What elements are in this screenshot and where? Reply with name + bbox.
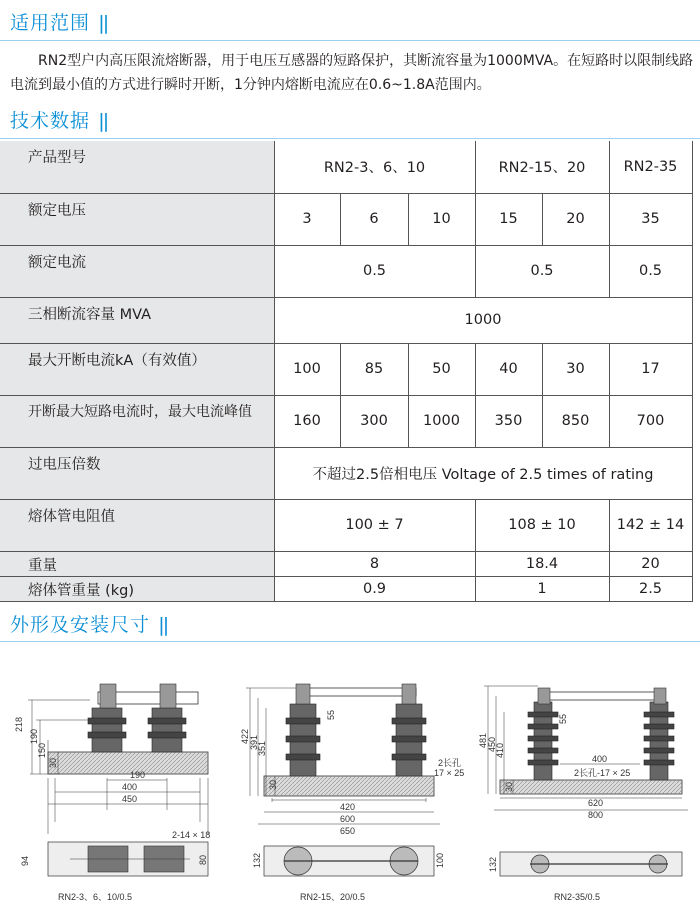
table-cell: 108 ± 10 — [475, 499, 609, 551]
dimension-label: 800 — [588, 810, 604, 820]
drawing-caption: RN2-3、6、10/0.5 — [58, 892, 133, 902]
row-label: 过电压倍数 — [0, 447, 274, 499]
row-label: 额定电流 — [0, 245, 274, 297]
dimension-label: 650 — [340, 826, 356, 836]
dimension-label: 600 — [340, 814, 356, 824]
dimension-drawings — [0, 640, 700, 920]
table-row — [0, 193, 692, 245]
intro-text: RN2型户内高压限流熔断器，用于电压互感器的短路保护，其断流容量为1000MVA。在短路时以限制线路电流到最小值的方式进行瞬时开断，1分钟内熔断电流应在0.6~1.8A范围内。 — [10, 53, 694, 93]
table-cell: 15 — [475, 193, 542, 245]
table-cell: 不超过2.5倍相电压 Voltage of 2.5 times of rating — [274, 447, 692, 499]
drawing-rn2-15-20 — [240, 684, 464, 902]
dimension-label: 30 — [48, 757, 58, 768]
table-cell: 300 — [340, 395, 408, 447]
dimension-label: 218 — [14, 716, 24, 732]
row-label: 重量 — [0, 551, 274, 576]
intro-paragraph — [10, 49, 694, 97]
dimension-label: 351 — [257, 740, 267, 756]
drawing-caption: RN2-15、20/0.5 — [300, 892, 366, 902]
table-cell: 850 — [542, 395, 609, 447]
table-cell: RN2-3、6、10 — [274, 141, 475, 193]
section-title-dims — [10, 610, 166, 637]
dimension-label: 80 — [198, 854, 208, 865]
dimension-label: 132 — [252, 852, 262, 868]
table-cell: 30 — [542, 343, 609, 395]
hole-label: 2-14 × 18 — [172, 830, 211, 840]
dimension-label: 620 — [588, 798, 604, 808]
table-row — [0, 343, 692, 395]
dimension-label: 400 — [592, 754, 608, 764]
table-cell: 17 — [609, 343, 692, 395]
table-cell: 1 — [475, 576, 609, 601]
dimension-label: 55 — [326, 709, 336, 720]
table-cell: RN2-35 — [609, 141, 692, 193]
table-row — [0, 551, 692, 576]
table-cell: 1000 — [408, 395, 475, 447]
table-cell: 1000 — [274, 297, 692, 343]
table-cell: 100 ± 7 — [274, 499, 475, 551]
table-cell: 700 — [609, 395, 692, 447]
dimension-label: 410 — [495, 742, 505, 758]
dimension-label: 450 — [122, 794, 138, 804]
drawing-rn2-3-6-10 — [14, 684, 210, 902]
table-row — [0, 576, 692, 601]
section-bar-icon: ‖ — [98, 12, 107, 34]
dimension-label: 420 — [340, 802, 356, 812]
table-cell: 0.5 — [609, 245, 692, 297]
section-title-text: 适用范围 — [10, 12, 91, 34]
row-label: 额定电压 — [0, 193, 274, 245]
table-cell: 350 — [475, 395, 542, 447]
dimension-label: 190 — [130, 770, 146, 780]
dimension-label: 30 — [268, 779, 278, 790]
table-row — [0, 297, 692, 343]
table-cell: 0.5 — [274, 245, 475, 297]
dimension-label: 30 — [504, 781, 514, 792]
table-cell: 8 — [274, 551, 475, 576]
table-row — [0, 447, 692, 499]
dimension-label: 94 — [20, 855, 30, 866]
insulator-icon — [88, 708, 186, 752]
dimension-label: 481 — [478, 732, 488, 748]
dimension-label: 422 — [240, 728, 250, 744]
table-cell: 40 — [475, 343, 542, 395]
hole-label: 2长孔-17 × 25 — [574, 768, 631, 778]
dimension-label: 391 — [249, 734, 259, 750]
row-label: 开断最大短路电流时，最大电流峰值 — [0, 395, 274, 447]
section-title-tech — [10, 106, 106, 133]
table-cell: 20 — [609, 551, 692, 576]
spec-table — [0, 141, 693, 602]
drawing-rn2-35 — [478, 686, 688, 902]
table-cell: 20 — [542, 193, 609, 245]
dimension-label: 190 — [29, 728, 39, 744]
section-title-text: 技术数据 — [10, 110, 91, 132]
row-label: 熔体管重量 (kg) — [0, 576, 274, 601]
table-row — [0, 499, 692, 551]
dimension-label: 55 — [558, 713, 568, 724]
table-cell: 10 — [408, 193, 475, 245]
table-row — [0, 141, 692, 193]
table-cell: 0.5 — [475, 245, 609, 297]
row-label: 三相断流容量 MVA — [0, 297, 274, 343]
table-cell: 85 — [340, 343, 408, 395]
table-cell: 160 — [274, 395, 340, 447]
row-label: 产品型号 — [0, 141, 274, 193]
section-title-text: 外形及安装尺寸 — [10, 614, 151, 636]
dimension-label: 100 — [435, 852, 445, 868]
row-label: 最大开断电流kA（有效值） — [0, 343, 274, 395]
dimension-label: 450 — [487, 736, 497, 752]
insulator-icon — [286, 704, 426, 776]
hole-label: 17 × 25 — [434, 768, 465, 778]
dimension-label: 132 — [488, 856, 498, 872]
table-cell: 2.5 — [609, 576, 692, 601]
row-label: 熔体管电阻值 — [0, 499, 274, 551]
table-cell: 6 — [340, 193, 408, 245]
table-row — [0, 245, 692, 297]
dimension-label: 400 — [122, 782, 138, 792]
table-cell: RN2-15、20 — [475, 141, 609, 193]
table-cell: 100 — [274, 343, 340, 395]
drawing-caption: RN2-35/0.5 — [554, 892, 601, 902]
table-row — [0, 395, 692, 447]
dimension-label: 150 — [37, 742, 47, 758]
table-cell: 3 — [274, 193, 340, 245]
section-bar-icon: ‖ — [98, 110, 107, 132]
divider — [0, 138, 700, 139]
section-title-scope — [10, 8, 106, 35]
table-cell: 142 ± 14 — [609, 499, 692, 551]
table-cell: 18.4 — [475, 551, 609, 576]
section-bar-icon: ‖ — [158, 614, 167, 636]
hole-label: 2长孔 — [438, 758, 462, 768]
table-cell: 0.9 — [274, 576, 475, 601]
table-cell: 35 — [609, 193, 692, 245]
divider — [0, 40, 700, 41]
table-cell: 50 — [408, 343, 475, 395]
